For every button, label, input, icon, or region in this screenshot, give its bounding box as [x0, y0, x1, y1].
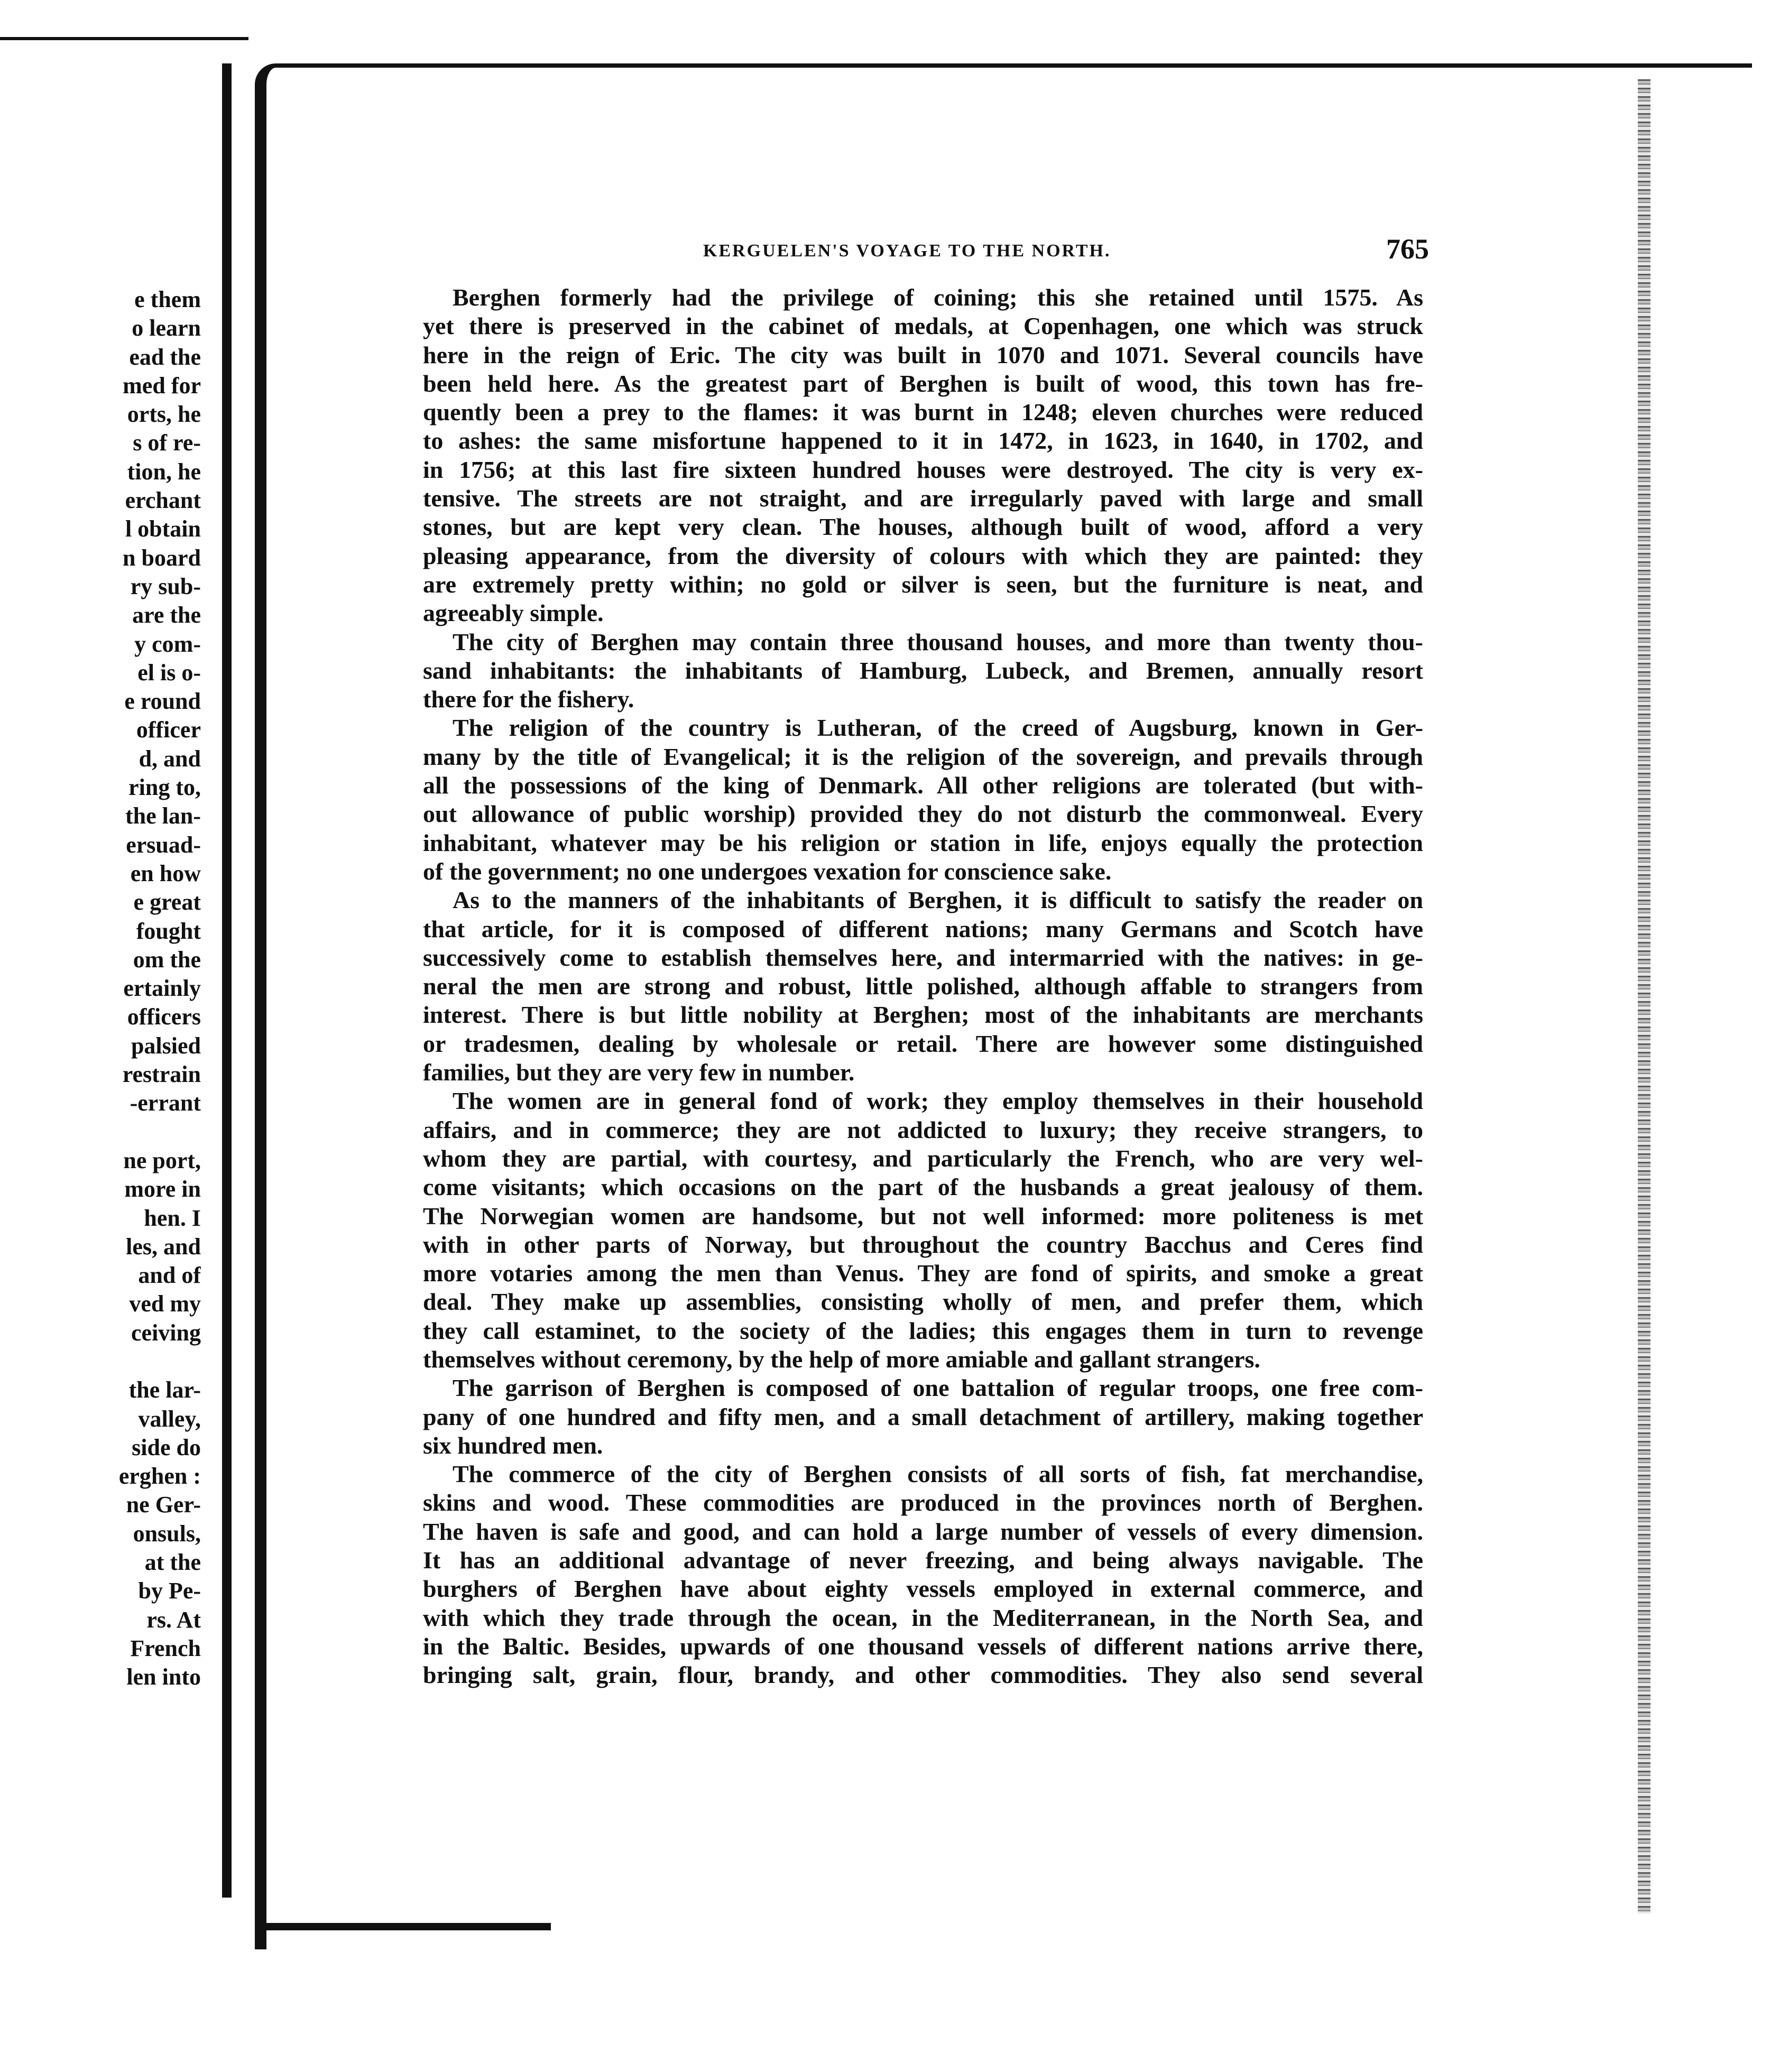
body-text — [423, 283, 1423, 1690]
text-line: quently been a prey to the flames: it was burnt in 1248; eleven churches were reduced — [423, 399, 1423, 426]
left-page-line: at the — [144, 1549, 201, 1576]
left-page-line — [11, 1347, 201, 1376]
text-line: themselves without ceremony, by the help of more amiable and gallant strangers. — [423, 1345, 1260, 1373]
running-head: KERGUELEN'S VOYAGE TO THE NORTH. — [703, 241, 1111, 261]
left-page-line: valley, — [138, 1405, 201, 1432]
left-page-line: more in — [124, 1176, 201, 1202]
left-page-line: orts, he — [127, 401, 201, 428]
page-stack-edge — [1638, 79, 1650, 1913]
text-line: pleasing appearance, from the diversity of colours with which they are painted: they — [423, 542, 1423, 569]
left-page-line: el is o- — [137, 659, 201, 686]
page-number: 765 — [1386, 233, 1429, 265]
left-page-line: ved my — [129, 1291, 201, 1317]
left-page-line: e great — [133, 889, 201, 915]
left-page-line: -errant — [130, 1090, 201, 1116]
text-line: out allowance of public worship) provided they do not disturb the commonweal. Every — [423, 800, 1423, 828]
left-page-line: s of re- — [133, 430, 201, 456]
left-page-line: the lan- — [125, 803, 201, 829]
text-line: burghers of Berghen have about eighty vessels employed in external commerce, and — [423, 1575, 1423, 1603]
left-facing-page — [0, 0, 248, 2072]
left-page-line: restrain — [122, 1061, 201, 1088]
text-line: in the Baltic. Besides, upwards of one thousand vessels of different nations arrive there, — [423, 1632, 1423, 1660]
left-page-line: are the — [132, 602, 201, 628]
left-page-line: y com- — [134, 631, 201, 657]
text-line: whom they are partial, with courtesy, and particularly the French, who are very wel- — [423, 1144, 1423, 1172]
left-page-line: onsuls, — [133, 1520, 201, 1547]
text-line: that article, for it is composed of different nations; many Germans and Scotch have — [423, 915, 1423, 942]
text-line: affairs, and in commerce; they are not addicted to luxury; they receive strangers, to — [423, 1116, 1423, 1143]
left-page-line: ry sub- — [130, 573, 201, 599]
left-page-line: fought — [136, 918, 201, 944]
left-page-line: palsied — [131, 1032, 201, 1059]
left-page-line: officer — [136, 717, 201, 743]
text-line: come visitants; which occasions on the part of the husbands a great jealousy of them. — [423, 1173, 1423, 1201]
left-page-text-fragments — [11, 285, 201, 1692]
left-page-line: rs. At — [146, 1606, 201, 1633]
left-page-line — [11, 1118, 201, 1146]
text-line: deal. They make up assemblies, consisting wholly of men, and prefer them, which — [423, 1288, 1423, 1316]
left-page-line: om the — [133, 946, 201, 973]
text-line: sand inhabitants: the inhabitants of Hamburg, Lubeck, and Bremen, annually resort — [423, 656, 1423, 684]
text-line: been held here. As the greatest part of Berghen is built of wood, this town has fre- — [423, 369, 1423, 397]
left-page-line: ne port, — [123, 1147, 201, 1173]
text-line: The garrison of Berghen is composed of one battalion of regular troops, one free com- — [453, 1374, 1423, 1402]
text-line: skins and wood. These commodities are produced in the provinces north of Berghen. — [423, 1489, 1423, 1516]
text-line: bringing salt, grain, flour, brandy, and other commodities. They also send several — [423, 1661, 1423, 1689]
left-page-line: d, and — [139, 745, 201, 772]
left-page-line: o learn — [132, 315, 201, 341]
text-line: to ashes: the same misfortune happened to it in 1472, in 1623, in 1640, in 1702, and — [423, 427, 1423, 455]
left-page-line: n board — [123, 544, 201, 571]
left-page-line: med for — [123, 372, 201, 399]
text-line: or tradesmen, dealing by wholesale or retail. There are however some distinguished — [423, 1030, 1423, 1057]
book-spine-shadow — [222, 63, 232, 1898]
left-page-line: l obtain — [125, 516, 201, 542]
text-line: The Norwegian women are handsome, but not well informed: more politeness is met — [423, 1202, 1423, 1229]
text-line: more votaries among the men than Venus. They are fond of spirits, and smoke a great — [423, 1260, 1423, 1287]
text-line: Berghen formerly had the privilege of coining; this she retained until 1575. As — [453, 284, 1423, 311]
text-line: with in other parts of Norway, but throughout the country Bacchus and Ceres find — [423, 1231, 1423, 1258]
left-page-line: French — [130, 1635, 201, 1661]
text-line: The commerce of the city of Berghen consists of all sorts of fish, fat merchandise, — [453, 1460, 1423, 1488]
left-page-line: and of — [138, 1262, 201, 1289]
left-page-line: hen. I — [144, 1205, 201, 1231]
text-line: agreeably simple. — [423, 599, 604, 627]
text-line: all the possessions of the king of Denmark. All other religions are tolerated (but with- — [423, 772, 1423, 799]
left-page-line: e round — [124, 688, 201, 715]
text-line: tensive. The streets are not straight, and are irregularly paved with large and small — [423, 485, 1423, 512]
text-line: interest. There is but little nobility at Berghen; most of the inhabitants are merchants — [423, 1001, 1423, 1029]
text-line: in 1756; at this last fire sixteen hundred houses were destroyed. The city is very ex- — [423, 456, 1423, 483]
left-page-line: ead the — [129, 344, 201, 370]
text-line: they call estaminet, to the society of the ladies; this engages them in turn to revenge — [423, 1317, 1423, 1344]
text-line: As to the manners of the inhabitants of Berghen, it is difficult to satisfy the reader on — [453, 886, 1423, 914]
left-page-line: len into — [126, 1664, 201, 1690]
left-page-line: officers — [127, 1004, 201, 1030]
left-page-line: ceiving — [131, 1319, 201, 1346]
left-page-line: ne Ger- — [126, 1492, 201, 1518]
left-page-line: erchant — [125, 487, 201, 514]
text-line: six hundred men. — [423, 1431, 603, 1459]
text-line: It has an additional advantage of never freezing, and being always navigable. The — [423, 1547, 1423, 1574]
left-page-line: ertainly — [123, 975, 201, 1002]
left-page-line: ring to, — [128, 774, 201, 801]
text-line: inhabitant, whatever may be his religion or station in life, enjoys equally the protection — [423, 829, 1423, 856]
left-page-line: en how — [130, 860, 201, 886]
text-line: of the government; no one undergoes vexation for conscience sake. — [423, 857, 1112, 885]
left-page-top-edge — [0, 0, 248, 40]
text-line: here in the reign of Eric. The city was built in 1070 and 1071. Several councils have — [423, 341, 1423, 368]
left-page-line: erghen : — [118, 1463, 201, 1490]
text-line: pany of one hundred and fifty men, and a small detachment of artillery, making together — [423, 1403, 1423, 1430]
text-line: families, but they are very few in number. — [423, 1059, 855, 1086]
text-line: stones, but are kept very clean. The houses, although built of wood, afford a very — [423, 513, 1423, 541]
left-page-line: e them — [134, 286, 201, 312]
page-bottom-edge — [255, 1923, 551, 1930]
text-line: many by the title of Evangelical; it is the religion of the sovereign, and prevails through — [423, 743, 1423, 770]
left-page-line: tion, he — [127, 458, 201, 485]
text-line: The city of Berghen may contain three thousand houses, and more than twenty thou- — [453, 628, 1423, 655]
text-line: The religion of the country is Lutheran, of the creed of Augsburg, known in Ger- — [453, 714, 1423, 742]
text-line: The women are in general fond of work; they employ themselves in their household — [453, 1087, 1423, 1115]
text-line: neral the men are strong and robust, little polished, although affable to strangers from — [423, 973, 1423, 1000]
left-page-line: by Pe- — [138, 1578, 201, 1604]
text-line: The haven is safe and good, and can hold a large number of vessels of every dimension. — [423, 1518, 1423, 1545]
text-line: with which they trade through the ocean, in the Mediterranean, in the North Sea, and — [423, 1604, 1423, 1631]
text-line: are extremely pretty within; no gold or silver is seen, but the furniture is neat, and — [423, 570, 1423, 598]
text-line: yet there is preserved in the cabinet of medals, at Copenhagen, one which was struck — [423, 312, 1423, 340]
left-page-line: ersuad- — [126, 831, 201, 858]
left-page-line: side do — [132, 1434, 201, 1460]
text-line: successively come to establish themselves here, and intermarried with the natives: in ge- — [423, 944, 1423, 971]
left-page-line: les, and — [126, 1233, 201, 1260]
text-line: there for the fishery. — [423, 686, 634, 713]
left-page-line: the lar- — [128, 1377, 201, 1403]
